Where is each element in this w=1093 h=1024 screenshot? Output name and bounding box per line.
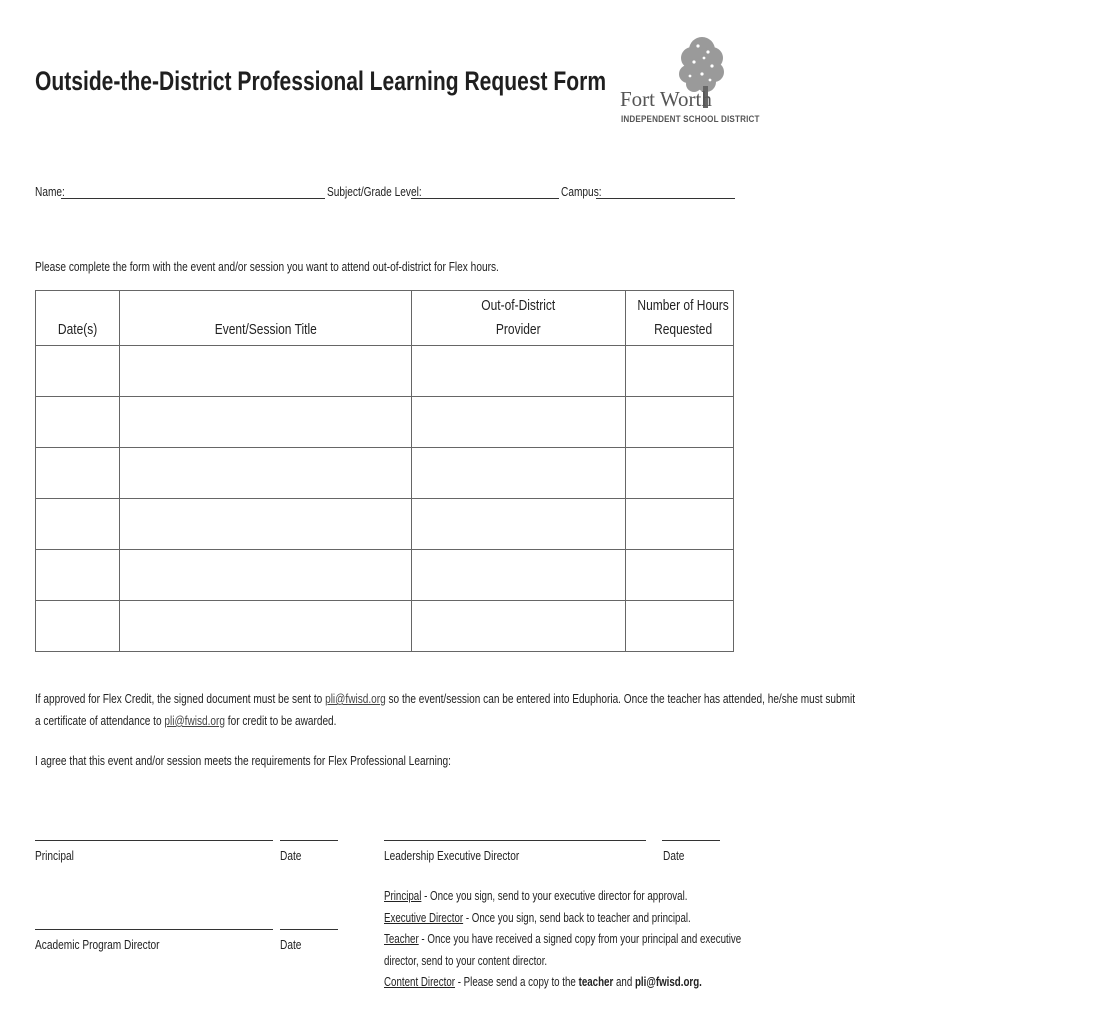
event-cell[interactable] <box>120 601 412 652</box>
academic-director-label: Academic Program Director <box>35 937 160 952</box>
hours-cell[interactable] <box>626 346 734 397</box>
hours-cell[interactable] <box>626 601 734 652</box>
principal-date-label: Date <box>280 848 302 863</box>
header-event-title: Event/Session Title <box>120 291 412 346</box>
leadership-date-label: Date <box>663 848 685 863</box>
leadership-date-line[interactable] <box>662 840 720 841</box>
note-role-principal: Principal <box>384 889 422 903</box>
agreement-text: I agree that this event and/or session meets the requirements for Flex Professional Learning: <box>35 753 451 768</box>
table-row <box>36 397 734 448</box>
event-cell[interactable] <box>120 397 412 448</box>
event-cell[interactable] <box>120 448 412 499</box>
name-label: Name: <box>35 184 65 199</box>
event-cell[interactable] <box>120 346 412 397</box>
leadership-director-label: Leadership Executive Director <box>384 848 520 863</box>
date-cell[interactable] <box>36 601 120 652</box>
campus-field[interactable] <box>596 198 735 199</box>
table-row <box>36 550 734 601</box>
header-dates: Date(s) <box>36 291 120 346</box>
hours-cell[interactable] <box>626 397 734 448</box>
provider-cell[interactable] <box>412 448 626 499</box>
academic-signature-line[interactable] <box>35 929 273 930</box>
approval-paragraph: If approved for Flex Credit, the signed document must be sent to pli@fwisd.org so the event/session can be entered into Eduphoria. Once the teacher has attended, he/she must submit a certificate of attendance to pli@fwisd.org for credit to be awarded. <box>35 691 856 728</box>
academic-date-label: Date <box>280 937 302 952</box>
header-provider: Out-of-District Provider <box>412 291 626 346</box>
leadership-signature-line[interactable] <box>384 840 646 841</box>
provider-cell[interactable] <box>412 397 626 448</box>
event-cell[interactable] <box>120 499 412 550</box>
routing-notes: Principal - Once you sign, send to your executive director for approval. Executive Director - Once you sign, send back to teacher and principal. Teacher - Once you have received a signed copy from your principal and executive director, send to your content director. Content Director - Please send a copy to the teacher and pli@fwisd.org. <box>384 889 742 989</box>
note-email: pli@fwisd.org. <box>634 975 702 989</box>
principal-signature-line[interactable] <box>35 840 273 841</box>
hours-cell[interactable] <box>626 499 734 550</box>
event-cell[interactable] <box>120 550 412 601</box>
note-role-content-director: Content Director <box>384 975 455 989</box>
table-row <box>36 448 734 499</box>
academic-date-line[interactable] <box>280 929 338 930</box>
campus-label: Campus: <box>561 184 602 199</box>
logo-subtitle: INDEPENDENT SCHOOL DISTRICT <box>621 114 760 125</box>
pli-email-link[interactable]: pli@fwisd.org <box>164 713 226 728</box>
logo-name: Fort Worth <box>620 87 712 111</box>
tree-logo-icon <box>620 28 730 128</box>
table-row <box>36 601 734 652</box>
date-cell[interactable] <box>36 499 120 550</box>
date-cell[interactable] <box>36 448 120 499</box>
hours-cell[interactable] <box>626 448 734 499</box>
note-role-teacher: Teacher <box>384 932 419 946</box>
provider-cell[interactable] <box>412 550 626 601</box>
form-title: Outside-the-District Professional Learning Request Form <box>35 66 607 96</box>
provider-cell[interactable] <box>412 499 626 550</box>
instructions-text: Please complete the form with the event and/or session you want to attend out-of-district for Flex hours. <box>35 259 499 274</box>
subject-grade-field[interactable] <box>411 198 559 199</box>
request-table <box>35 290 734 652</box>
name-field[interactable] <box>61 198 325 199</box>
table-row <box>36 499 734 550</box>
pli-email-link[interactable]: pli@fwisd.org <box>325 691 386 706</box>
date-cell[interactable] <box>36 550 120 601</box>
header-hours: Number of Hours Requested <box>626 291 734 346</box>
table-header-row <box>36 291 734 346</box>
provider-cell[interactable] <box>412 601 626 652</box>
date-cell[interactable] <box>36 346 120 397</box>
principal-label: Principal <box>35 848 74 863</box>
note-role-executive-director: Executive Director <box>384 910 464 925</box>
principal-date-line[interactable] <box>280 840 338 841</box>
date-cell[interactable] <box>36 397 120 448</box>
subject-grade-label: Subject/Grade Level: <box>327 184 422 199</box>
table-row <box>36 346 734 397</box>
hours-cell[interactable] <box>626 550 734 601</box>
provider-cell[interactable] <box>412 346 626 397</box>
